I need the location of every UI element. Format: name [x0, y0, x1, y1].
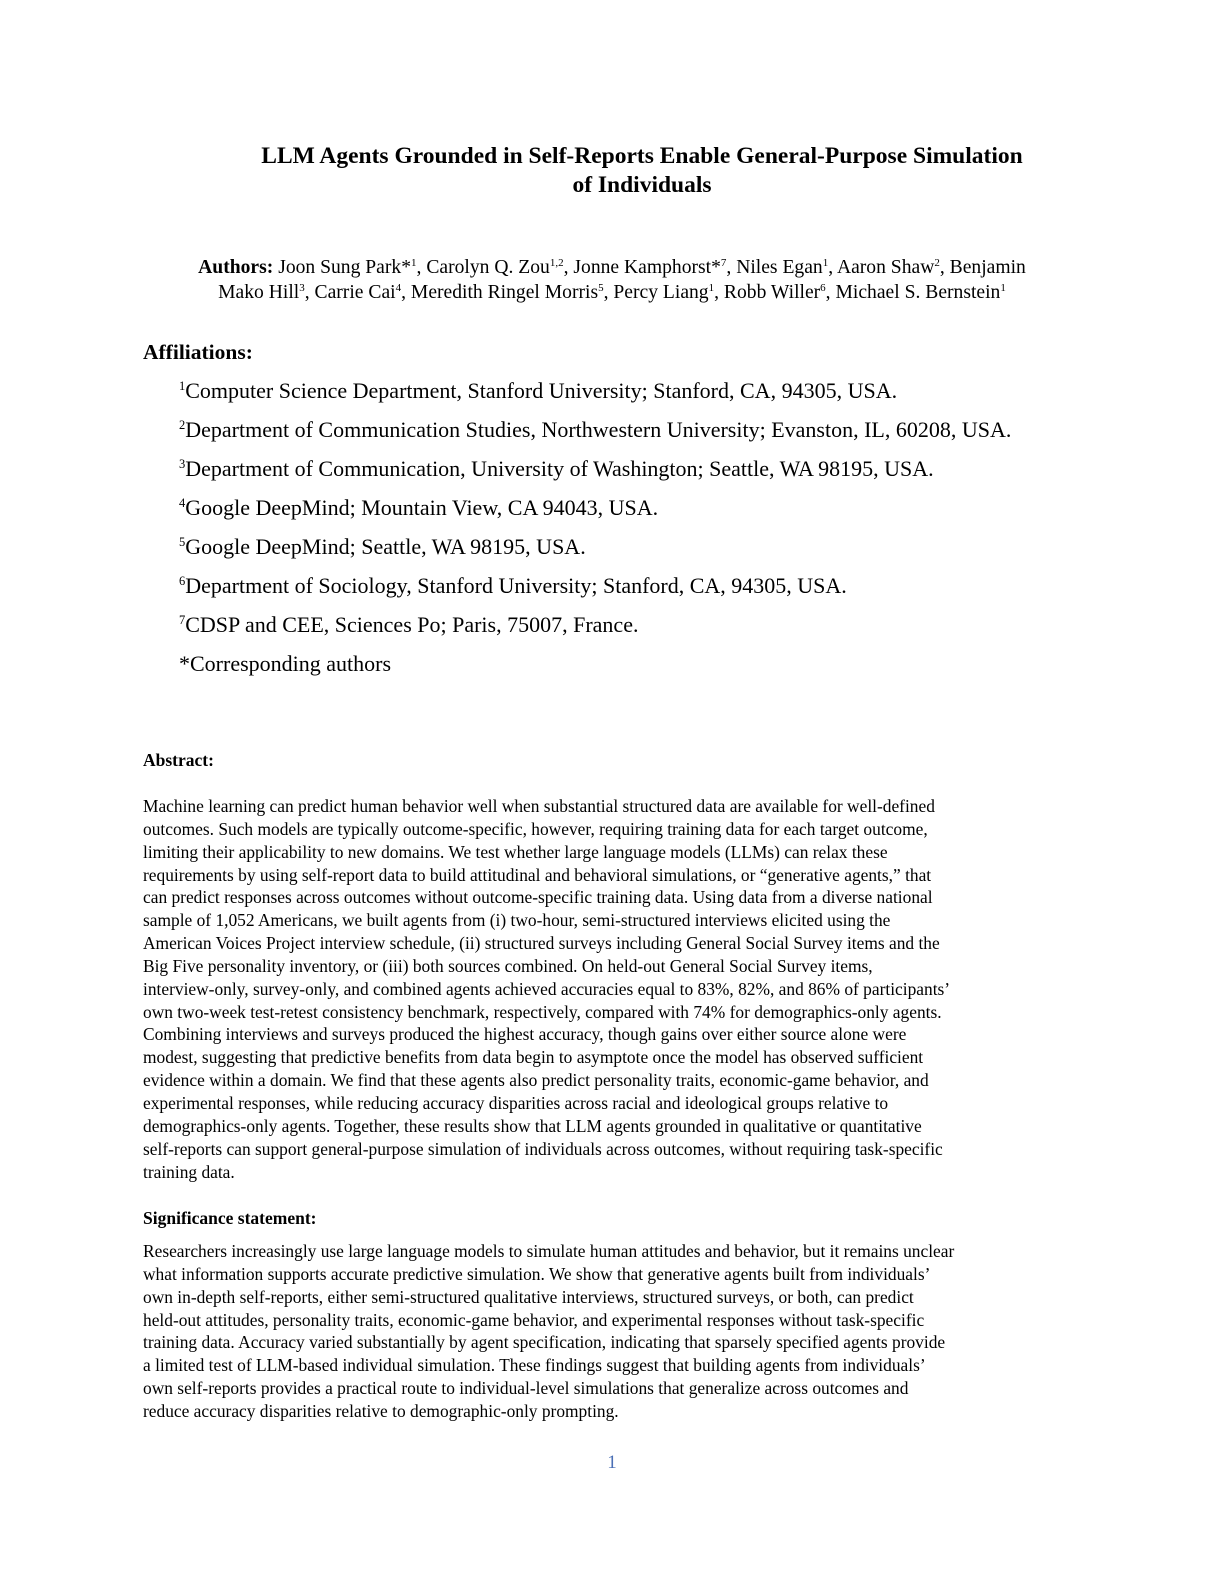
- abstract-line: sample of 1,052 Americans, we built agents from (i) two-hour, semi-structured interviews elicited using the: [143, 910, 891, 931]
- affiliation-item: $^3$Department of Communication, University of Washington; Seattle, WA 98195, USA.: [179, 456, 934, 481]
- affiliation-item: $^6$Department of Sociology, Stanford University; Stanford, CA, 94305, USA.: [179, 573, 847, 598]
- significance-line: held-out attitudes, personality traits, economic-game behavior, and experimental responses without task-specific: [143, 1309, 925, 1330]
- affiliation-item: $^7$CDSP and CEE, Sciences Po; Paris, 75007, France.: [179, 612, 639, 637]
- affiliation-item: $^1$Computer Science Department, Stanford University; Stanford, CA, 94305, USA.: [179, 378, 898, 403]
- title-line-2: of Individuals: [572, 172, 712, 198]
- abstract-line: requirements by using self-report data to build attitudinal and behavioral simulations, or “generative agents,” that: [143, 864, 932, 885]
- significance-line: own in-depth self-reports, either semi-structured qualitative interviews, structured surveys, or both, can predict: [143, 1286, 914, 1307]
- title-line-1: LLM Agents Grounded in Self-Reports Enable General-Purpose Simulation: [261, 143, 1023, 169]
- affiliation-item: $^2$Department of Communication Studies, Northwestern University; Evanston, IL, 60208, USA.: [179, 417, 1012, 442]
- author-line-1: [130, 255, 1094, 280]
- significance-heading: Significance statement:: [143, 1208, 317, 1228]
- abstract-line: outcomes. Such models are typically outcome-specific, however, requiring training data for each target outcome,: [143, 818, 928, 839]
- significance-line: reduce accuracy disparities relative to demographic-only prompting.: [143, 1400, 619, 1421]
- author: Aaron Shaw$^2$,: [836, 257, 950, 278]
- author: Benjamin: [949, 257, 1026, 278]
- affiliation-item: $^4$Google DeepMind; Mountain View, CA 94043, USA.: [179, 495, 659, 520]
- author-line-2: [130, 280, 1094, 305]
- significance-line: what information supports accurate predictive simulation. We show that generative agents built from individuals’: [143, 1263, 931, 1284]
- author: Joon Sung Park*$^1$,: [278, 257, 427, 278]
- page-number: 1: [607, 1452, 617, 1473]
- abstract-line: Combining interviews and surveys produced the highest accuracy, though gains over either source alone were: [143, 1024, 907, 1045]
- affiliations-heading: Affiliations:: [143, 340, 253, 364]
- authors-label: Authors:: [198, 257, 274, 278]
- affiliation-item: $^5$Google DeepMind; Seattle, WA 98195, USA.: [179, 534, 586, 559]
- significance-body: [143, 1240, 1083, 1423]
- paper-title: [190, 142, 1094, 200]
- author: Percy Liang$^1$,: [613, 282, 724, 303]
- abstract-line: interview-only, survey-only, and combined agents achieved accuracies equal to 83%, 82%, and 86% of participants’: [143, 978, 951, 999]
- abstract-line: evidence within a domain. We find that these agents also predict personality traits, economic-game behavior, and: [143, 1070, 929, 1091]
- abstract-line: experimental responses, while reducing accuracy disparities across racial and ideological groups relative to: [143, 1092, 889, 1113]
- author-list: [130, 255, 1094, 305]
- author: Carolyn Q. Zou$^{1,2}$,: [426, 257, 574, 278]
- author: Mako Hill$^3$,: [218, 282, 315, 303]
- author: Jonne Kamphorst*$^7$,: [573, 257, 737, 278]
- author: Meredith Ringel Morris$^5$,: [410, 282, 614, 303]
- abstract-line: modest, suggesting that predictive benefits from data begin to asymptote once the model has observed sufficient: [143, 1047, 924, 1068]
- author: Niles Egan$^1$,: [736, 257, 837, 278]
- significance-line: a limited test of LLM-based individual simulation. These findings suggest that building agents from individuals’: [143, 1355, 926, 1376]
- abstract-line: Big Five personality inventory, or (iii) both sources combined. On held-out General Social Survey items,: [143, 955, 873, 976]
- abstract-line: can predict responses across outcomes without outcome-specific training data. Using data from a diverse national: [143, 887, 933, 908]
- abstract-line: Machine learning can predict human behavior well when substantial structured data are available for well-defined: [143, 796, 935, 816]
- abstract-line: American Voices Project interview schedule, (ii) structured surveys including General Social Survey items and the: [143, 933, 940, 954]
- corresponding-authors-note: *Corresponding authors: [179, 651, 392, 676]
- abstract-line: demographics-only agents. Together, these results show that LLM agents grounded in qualitative or quantitative: [143, 1115, 922, 1136]
- significance-line: training data. Accuracy varied substantially by agent specification, indicating that sparsely specified agents provide: [143, 1332, 946, 1353]
- significance-line: own self-reports provides a practical route to individual-level simulations that generalize across outcomes and: [143, 1378, 909, 1399]
- abstract-line: self-reports can support general-purpose simulation of individuals across outcomes, without requiring task-specific: [143, 1138, 943, 1159]
- author: Michael S. Bernstein$^1$: [835, 282, 1006, 303]
- abstract-line: limiting their applicability to new domains. We test whether large language models (LLMs) can relax these: [143, 841, 888, 862]
- affiliations-list: [179, 377, 1059, 689]
- significance-line: Researchers increasingly use large language models to simulate human attitudes and behavior, but it remains unclear: [143, 1241, 955, 1261]
- abstract-heading: Abstract:: [143, 750, 214, 770]
- abstract-body: [143, 795, 1083, 1183]
- author: Robb Willer$^6$,: [723, 282, 836, 303]
- abstract-line: training data.: [143, 1161, 235, 1182]
- abstract-line: own two-week test-retest consistency benchmark, respectively, compared with 74% for demographics-only agents.: [143, 1001, 942, 1022]
- author: Carrie Cai$^4$,: [314, 282, 411, 303]
